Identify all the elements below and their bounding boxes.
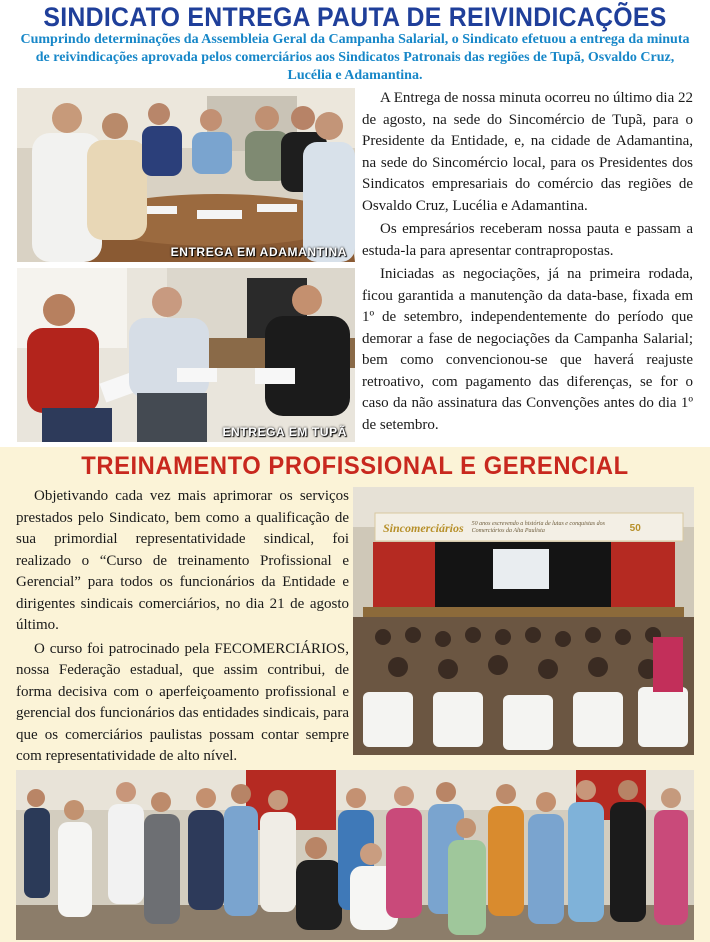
article2-title: TREINAMENTO PROFISSIONAL E GERENCIAL bbox=[81, 452, 629, 480]
caption-tupa: ENTREGA EM TUPÃ bbox=[222, 425, 347, 439]
group-photo-image bbox=[16, 770, 694, 940]
meeting-table-image bbox=[17, 88, 355, 262]
photo-entrega-adamantina bbox=[17, 88, 355, 262]
article1-body bbox=[362, 88, 693, 438]
caption-adamantina: ENTREGA EM ADAMANTINA bbox=[170, 245, 347, 259]
banner-text: Sincomerciários bbox=[383, 520, 464, 535]
photo-group-training bbox=[16, 770, 694, 940]
article1-paragraph-1: A Entrega de nossa minuta ocorreu no último dia 22 de agosto, na sede do Sincomércio de Tupã, para o Presidente da Entidade, e, na cidade de Adamantina, na sede do Sincomércio local, para os Presidentes dos Sindicatos empresariais do comércio das regiões de Osvaldo Cruz, Lucélia e Adamantina. bbox=[362, 90, 693, 214]
article2-body bbox=[16, 486, 349, 770]
photo-auditorium-training bbox=[353, 487, 694, 755]
office-meeting-image bbox=[17, 268, 355, 442]
article2-paragraph-1: Objetivando cada vez mais aprimorar os serviços prestados pelo Sindicato, bem como a qualificação de sua primordial representatividade sindical, foi realizado o “Curso de treinamento Profissional e Gerencial” para todos os funcionários da Entidade e dirigentes sindicais comerciários, no dia 21 de agosto último. bbox=[16, 488, 349, 633]
article1-subtitle: Cumprindo determinações da Assembleia Geral da Campanha Salarial, o Sindicato efetuou a entrega da minuta de reivindicações aprovada pelos comerciários aos Sindicatos Patronais das regiões de Tupã, Osvaldo Cruz, Lucélia e Adamantina. bbox=[20, 32, 690, 83]
article2-paragraph-2: O curso foi patrocinado pela FECOMERCIÁRIOS, nossa Federação estadual, que assim contribui, de forma decisiva com o aperfeiçoamento profissional e gerencial dos funcionários das entidades sindicais, para que os comerciários paulistas possam contar sempre com representatividade de alto nível. bbox=[16, 640, 349, 764]
photo-entrega-tupa bbox=[17, 268, 355, 442]
banner-motto: 50 anos escrevendo a história de lutas e conquistas dos Comerciários da Alta Paulista bbox=[471, 521, 605, 534]
banner-sincomerciarios bbox=[383, 517, 683, 539]
article1-title: SINDICATO ENTREGA PAUTA DE REIVINDICAÇÕES bbox=[43, 2, 667, 32]
banner-number: 50 bbox=[629, 522, 641, 534]
article1-paragraph-2: Os empresários receberam nossa pauta e passam a estuda-la para apresentar contrapropostas. bbox=[362, 221, 693, 259]
article1-paragraph-3: Iniciadas as negociações, já na primeira rodada, ficou garantida a manutenção da data-base, fixada em 1º de setembro, independentemente do período que demorar a fase de negociações da Campanha Salarial; bem como convencionou-se que haverá reajuste retroativo, com pagamento das diferenças, se for o caso da não assinatura das Convenções antes do dia 1º de setembro. bbox=[362, 266, 693, 433]
